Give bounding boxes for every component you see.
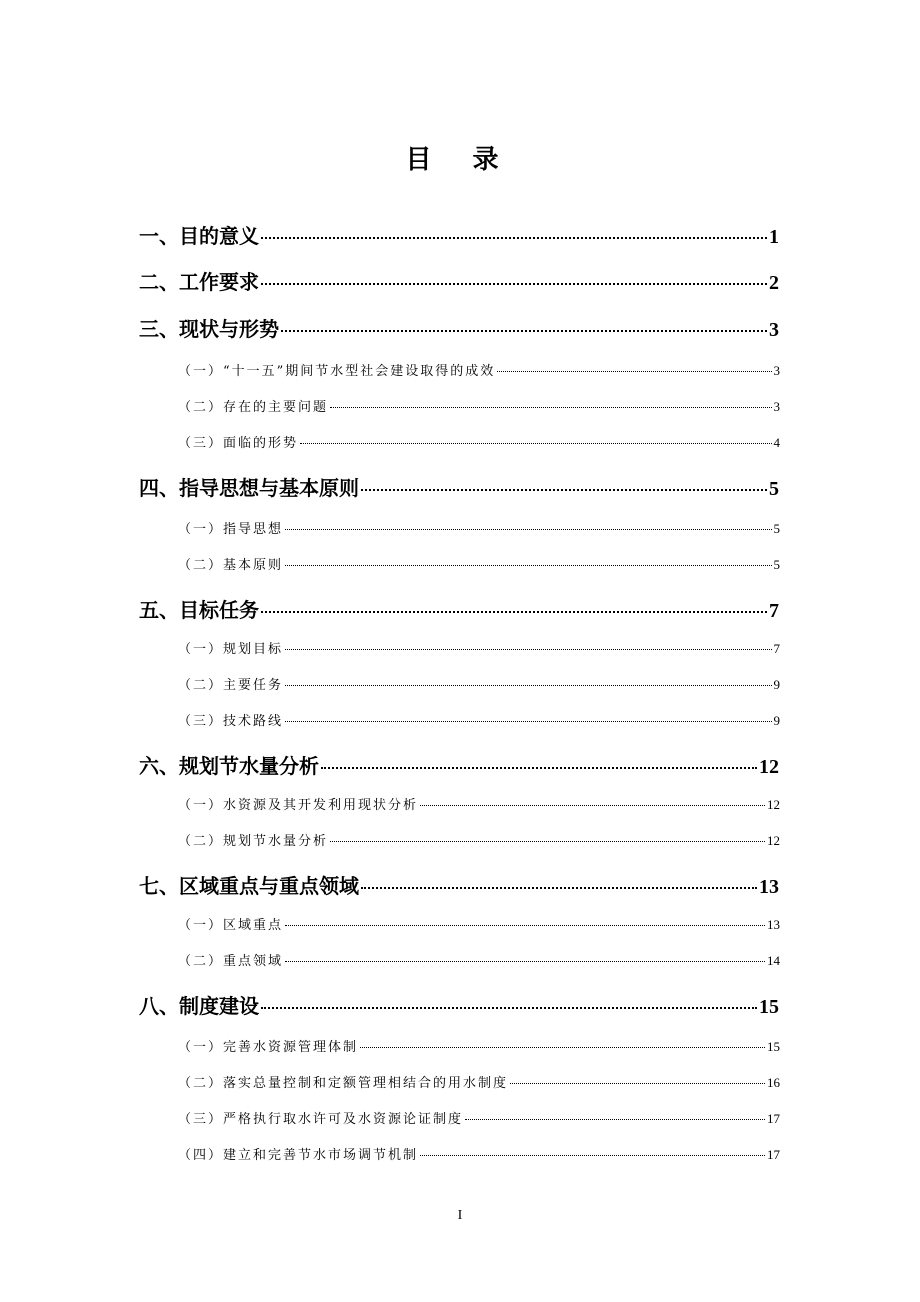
toc-entry[interactable] [139, 472, 779, 501]
toc-entry[interactable] [178, 1072, 780, 1091]
toc-entry[interactable] [139, 594, 779, 623]
toc-entry[interactable] [139, 220, 779, 249]
toc-entry-page: 15 [759, 996, 779, 1018]
toc-entry-page: 12 [767, 797, 780, 812]
toc-dot-leader [361, 887, 757, 889]
toc-entry-page: 1 [769, 226, 779, 248]
toc-dot-leader [261, 283, 767, 285]
toc-entry[interactable] [178, 1144, 780, 1163]
toc-entry[interactable] [178, 554, 780, 573]
toc-dot-leader [285, 565, 771, 566]
toc-entry-page: 16 [767, 1075, 780, 1090]
toc-entry[interactable] [178, 830, 780, 849]
toc-dot-leader [285, 721, 771, 722]
toc-entry[interactable] [139, 990, 779, 1019]
toc-entry[interactable] [139, 313, 779, 342]
toc-entry-page: 13 [759, 876, 779, 898]
toc-dot-leader [261, 1007, 757, 1009]
toc-entry-label: 二、工作要求 [139, 270, 259, 294]
toc-dot-leader [465, 1119, 765, 1120]
toc-entry-page: 3 [773, 363, 780, 378]
toc-entry-label: （二）落实总量控制和定额管理相结合的用水制度 [178, 1076, 509, 1091]
toc-entry-label: （一）规划目标 [178, 642, 284, 657]
toc-entry-page: 9 [773, 677, 780, 692]
toc-entry[interactable] [139, 870, 779, 899]
toc-dot-leader [285, 529, 771, 530]
toc-entry-label: 三、现状与形势 [139, 317, 279, 341]
toc-dot-leader [285, 925, 765, 926]
page-title: 目 录 [405, 145, 515, 175]
toc-entry-page: 12 [767, 833, 780, 848]
toc-entry-label: （四）建立和完善节水市场调节机制 [178, 1148, 419, 1163]
toc-entry-page: 14 [767, 953, 780, 968]
toc-entry-label: （一）“十一五”期间节水型社会建设取得的成效 [178, 364, 496, 379]
toc-entry-label: （二）重点领域 [178, 954, 284, 969]
toc-dot-leader [330, 841, 765, 842]
toc-dot-leader [420, 1155, 765, 1156]
toc-dot-leader [281, 330, 767, 332]
toc-entry-label: （一）指导思想 [178, 522, 284, 537]
toc-entry-label: （二）主要任务 [178, 678, 284, 693]
toc-entry-page: 5 [773, 557, 780, 572]
toc-dot-leader [330, 407, 771, 408]
toc-entry-page: 5 [773, 521, 780, 536]
toc-entry-page: 9 [773, 713, 780, 728]
toc-dot-leader [321, 767, 757, 769]
toc-entry[interactable] [139, 266, 779, 295]
toc-dot-leader [261, 611, 767, 613]
toc-dot-leader [361, 489, 767, 491]
toc-entry[interactable] [178, 1036, 780, 1055]
toc-entry-page: 13 [767, 917, 780, 932]
toc-entry-label: （二）基本原则 [178, 558, 284, 573]
toc-entry[interactable] [178, 914, 780, 933]
toc-entry-label: （三）严格执行取水许可及水资源论证制度 [178, 1112, 464, 1127]
toc-entry-label: 八、制度建设 [139, 994, 259, 1018]
toc-entry-page: 17 [767, 1111, 780, 1126]
toc-entry[interactable] [178, 432, 780, 451]
toc-dot-leader [420, 805, 765, 806]
toc-entry[interactable] [178, 710, 780, 729]
toc-entry[interactable] [178, 1108, 780, 1127]
toc-entry-label: （一）完善水资源管理体制 [178, 1040, 359, 1055]
toc-dot-leader [300, 443, 771, 444]
toc-dot-leader [510, 1083, 765, 1084]
toc-entry-label: （三）面临的形势 [178, 436, 299, 451]
toc-entry-label: （二）存在的主要问题 [178, 400, 329, 415]
toc-entry-page: 17 [767, 1147, 780, 1162]
toc-entry-label: 六、规划节水量分析 [139, 754, 319, 778]
toc-entry-label: （三）技术路线 [178, 714, 284, 729]
toc-entry-label: 七、区域重点与重点领域 [139, 874, 359, 898]
toc-entry-page: 4 [773, 435, 780, 450]
toc-entry-label: （一）区域重点 [178, 918, 284, 933]
toc-entry-label: 一、目的意义 [139, 224, 259, 248]
toc-entry[interactable] [178, 360, 780, 379]
toc-entry-label: 五、目标任务 [139, 598, 259, 622]
toc-dot-leader [360, 1047, 765, 1048]
toc-dot-leader [497, 371, 771, 372]
toc-dot-leader [261, 237, 767, 239]
toc-entry[interactable] [139, 750, 779, 779]
toc-entry-page: 3 [773, 399, 780, 414]
toc-entry-page: 7 [769, 600, 779, 622]
toc-entry-page: 7 [773, 641, 780, 656]
toc-entry-label: （一）水资源及其开发利用现状分析 [178, 798, 419, 813]
toc-dot-leader [285, 649, 771, 650]
toc-entry-page: 5 [769, 478, 779, 500]
page-number: I [457, 1208, 463, 1223]
toc-entry-page: 12 [759, 756, 779, 778]
toc-entry-label: （二）规划节水量分析 [178, 834, 329, 849]
toc-entry[interactable] [178, 950, 780, 969]
toc-entry[interactable] [178, 518, 780, 537]
toc-dot-leader [285, 961, 765, 962]
toc-dot-leader [285, 685, 771, 686]
toc-entry[interactable] [178, 638, 780, 657]
toc-entry-page: 2 [769, 272, 779, 294]
toc-entry-page: 3 [769, 319, 779, 341]
toc-entry[interactable] [178, 396, 780, 415]
toc-entry-page: 15 [767, 1039, 780, 1054]
toc-entry[interactable] [178, 794, 780, 813]
toc-entry[interactable] [178, 674, 780, 693]
toc-entry-label: 四、指导思想与基本原则 [139, 476, 359, 500]
